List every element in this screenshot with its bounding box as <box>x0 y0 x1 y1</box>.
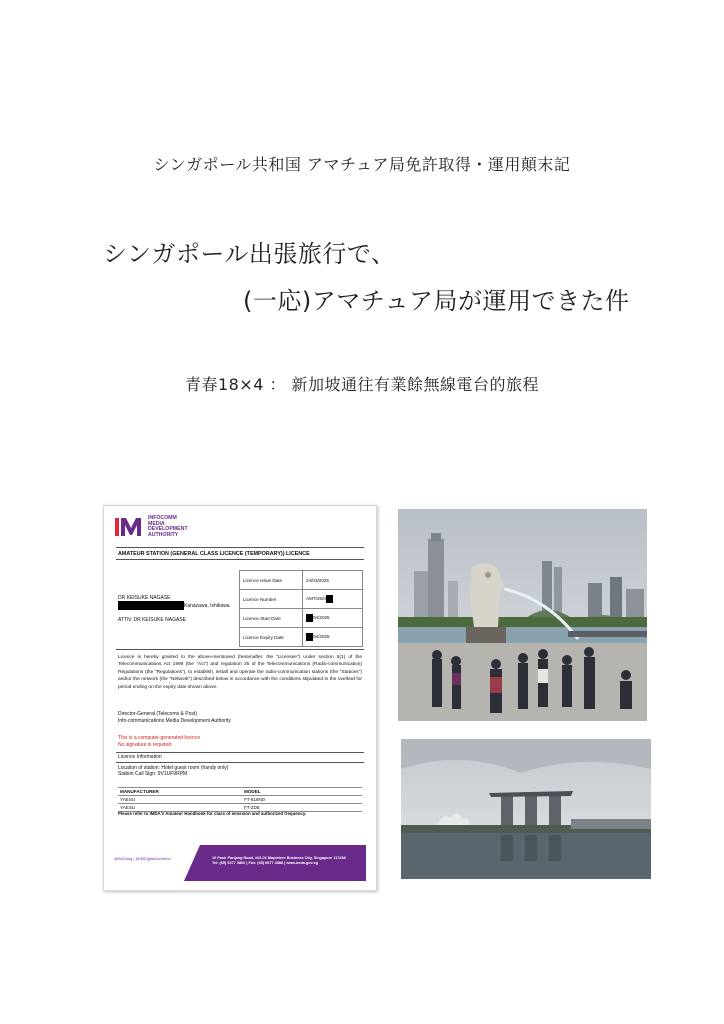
licence-title: AMATEUR STATION (GENERAL CLASS LICENCE (TEMPORARY)) LICENCE <box>118 551 310 557</box>
equipment-table <box>118 787 362 812</box>
divider <box>116 559 364 560</box>
attention-line: ATTN: DR KEISUKE NAGASE <box>118 617 186 623</box>
document-title-line1: シンガポール出張旅行で、 <box>103 240 396 268</box>
licence-info-table <box>239 570 363 647</box>
document-subtitle: シンガポール共和国 アマチュア局免許取得・運用顛末記 <box>153 155 571 174</box>
table-header-row: MANUFACTURER MODEL <box>118 788 362 796</box>
table-row: Licence Number AMT/25/0 <box>240 590 363 609</box>
document-title-line2: (一応)アマチュア局が運用できた件 <box>243 287 630 315</box>
table-row: Licence Start Date 04/2025 <box>240 609 363 628</box>
merlion-photo <box>398 509 647 721</box>
imda-logo-text: INFOCOMM MEDIA DEVELOPMENT AUTHORITY <box>148 515 188 538</box>
licence-grant-paragraph: Licence is hereby granted to the above-mentioned (hereinafter, the "Licensee") under section 5(1) of the Telecommunications Act 1999 (the "Act") and regulation 25 of the Telecommunications (Radio-communication) Regulations (the "Regulations"), to establish, install and operate the radio-communication stations (the "Stations") and/or the network (the "Network") described below in accordance with the conditions stipulated in the overleaf for period ending on the expiry date shown above. <box>118 655 362 690</box>
computer-generated-notice: This is a computer-generated licence No signature is required <box>118 735 200 748</box>
divider <box>116 547 364 548</box>
redacted-block <box>326 595 333 603</box>
marina-bay-sands-photo <box>401 739 651 879</box>
table-row: Licence Issue Date 24/03/2025 <box>240 571 363 590</box>
redacted-block <box>306 633 313 641</box>
licence-document <box>103 505 377 891</box>
table-row: Licence Expiry Date 04/2025 <box>240 628 363 647</box>
licensee-address: DR KEISUKE NAGASE Kanazawa, Ishikawa <box>118 595 230 609</box>
station-location-block: Location of station: Hotel guest room (handy only) Station Call Sign: 9V1UF9RPM <box>118 765 229 778</box>
footer-social-handles: @IMDAsg | @IMDigitalArchitect <box>114 856 171 861</box>
redacted-block <box>306 614 313 622</box>
licensee-name: DR KEISUKE NAGASE <box>118 595 171 601</box>
table-row: YAESU FT-2DE <box>118 804 362 812</box>
redacted-block <box>118 601 184 610</box>
licence-info-header: Licence Information <box>118 754 162 760</box>
handbook-reference: Please refer to IMDA's Amateur Handbook for class of emission and authorized frequency. <box>118 811 307 816</box>
divider <box>116 762 364 763</box>
document-motto: 青春18×4 ： 新加坡通往有業餘無線電台的旅程 <box>184 375 540 394</box>
signatory-block: Director-General (Telecoms & Post) Info-communications Media Development Authority <box>118 711 231 724</box>
imda-logo-icon <box>114 516 144 538</box>
table-row: YAESU FT-818ND <box>118 796 362 804</box>
divider <box>116 649 364 650</box>
divider <box>116 752 364 753</box>
footer-address: 10 Pasir Panjang Road, #03-01 Mapletree Business City, Singapore 117438 Tel: (65) 6377 3800 | Fax: (65) 6577 3888 | www.imda.gov.sg <box>212 856 346 866</box>
